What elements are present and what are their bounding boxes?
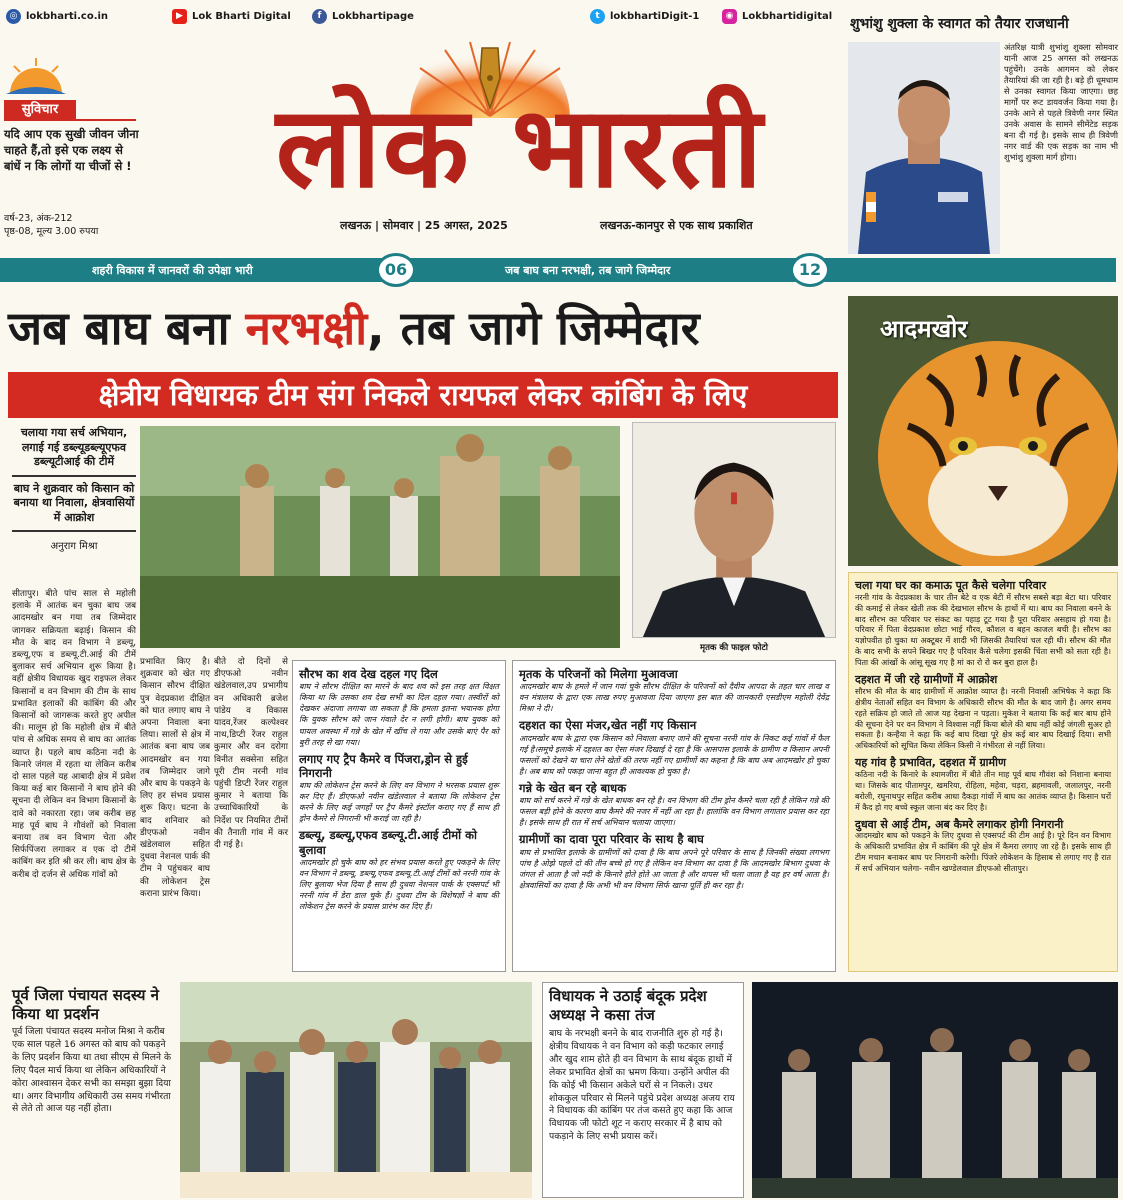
story-column-3: बीते दो दिनों से डीएफओ नवीन खंडेलवाल,उप प्रभागीय वन अधिकारी ब्रजेश पांडेय व विकास यादव,रेंजर कल्पेश्वर नाथ,डिप्टी रेंजर राहुल कुमार और वन दरोगा विनीत सक्सेना सहित पूरी टीम नरनी गांव पहुंची डिप्टी रेंजर राहुल कुमार ने बताया कि उच्चाधिकारियों के निर्देश पर नियमित टीमों की तैनाती गांव में कर दी गई है। (214, 657, 288, 851)
right-sidebar-box (512, 660, 836, 972)
astronaut-photo (848, 42, 1000, 254)
instagram-icon: ◉ (722, 9, 737, 24)
center-section-heading: लगाए गए ट्रैप कैमरे व पिंजरा,ड्रोन से हुई निगरानी (299, 751, 468, 780)
social-facebook-label: Lokbhartipage (332, 10, 414, 22)
mla-heading: विधायक ने उठाई बंदूक प्रदेश अध्यक्ष ने कसा तंज (549, 987, 707, 1024)
story-column-2: प्रभावित किए है। शुक्रवार को खेत गए किसान सौरभ दीक्षित पुत्र वेदप्रकाश दीक्षित को घात लगाए बाघ ने अपना निवाला बना लिया। सालों से क्षेत्र में आतंक बना बाघ जब आदमखोर बन गया तब जिम्मेदार जागे और बाघ के पकड़ने के लिए हर संभव प्रयास शुरू किए। घटना के बाद शनिवार को डीएफओ नवीन खंडेलवाल सहित दुधवा नेशनल पार्क की टीम ने पहुंचकर बाघ की लोकेशन ट्रेस कराना प्रारंभ किया। (140, 657, 210, 899)
byline: अनुराग मिश्रा (50, 541, 98, 553)
edition-line-2: पृष्ठ-08, मूल्य 3.00 रुपया (4, 226, 99, 238)
social-facebook[interactable] (312, 9, 414, 24)
social-twitter-label: lokbhartiDigit-1 (610, 10, 700, 22)
social-instagram-label: Lokbhartidigital (742, 10, 833, 22)
facebook-icon: f (312, 9, 327, 24)
combing-team-photo (140, 426, 620, 648)
deck-column (12, 426, 136, 552)
social-twitter[interactable] (590, 9, 699, 24)
center-sidebar-box (292, 660, 506, 972)
mla-text: बाघ के नरभक्षी बनने के बाद राजनीति शुरु हो गई है। क्षेत्रीय विधायक ने वन विभाग को कड़ी फटकार लगाई और खुद शाम होते ही वन विभाग के साथ बंदूक हाथों में लेकर प्रभावित क्षेत्रों का भ्रमण किया। उन्होंने अपील की कि कोई भी किसान अकेले घरों से न निकले। उधर शोककुल परिवार से मिलने पहुंचे प्रदेश अध्यक्ष अजय राय ने विधायक की कांबिंग पर तंज कसते हुए कहा कि आज विधायक जी फोटो शूट न कराए सरकार में है बाघ को पकड़ाने के लिए सभी प्रयास करें। (549, 1028, 735, 1143)
main-headline (8, 298, 838, 358)
sub-headline: क्षेत्रीय विधायक टीम संग निकले रायफल लेकर कांबिंग के लिए (8, 372, 838, 418)
right-section-text: आदमखोर बाघ के हमले में जान गवां चुके सौरभ दीक्षित के परिजनों को दैवीय आपदा के तहत चार लाख व वन मंत्रालय के द्वारा एक लाख रुपए मुआवजा दिया जाएगा इस बात की जानकारी एसडीएम महोली देवेंद्र मिश्रा ने दी। (519, 682, 829, 714)
top-right-text: अंतरिक्ष यात्री शुभांशु शुक्ला सोमवार यानी आज 25 अगस्त को लखनऊ पहुंचेंगे। उनके आगमन को लेकर तैयारियां की जा रही है। बड़े ही धूमधाम से उनका स्वागत किया जाएगा। छह मार्गों पर रूट डायवर्जन किया गया है। उनके आने से पहले त्रिवेणी नगर स्थित उनके अवास के सामने सीमेंटेड सड़क बना दी गई है। इसके साथ ही त्रिवेणी नगर वार्ड की एक सड़क का नाम भी शुभांशु शुक्ला मार्ग होगा। (1004, 42, 1118, 162)
main-headline-red: नरभक्षी (245, 301, 368, 355)
center-section-text: बाघ ने सौरभ दीक्षित का मारने के बाद शव को इस तरह क्षत विक्षत किया था कि उसका शव देख सभी का दिल दहल गया। तस्वीरों को देखकर अंदाजा लगाया जा सकता है कि हमला इतना भयानक होगा कि युवक सौरभ को जान गंवाते देर न लगी होगी। बाघ युवक को घायल अवस्था में गन्ने के खेत में खींच ले गया और उसके बाएं पैर को बुरी तरह से खा गया। (299, 682, 499, 747)
teaser-right-page[interactable]: 12 (790, 253, 830, 287)
masthead-date: 25 अगस्त, 2025 (424, 219, 508, 232)
edition-line-1: वर्ष-23, अंक-212 (4, 213, 73, 224)
mla-story-box (542, 982, 744, 1198)
yellow-section-heading: चला गया घर का कमाऊ पूत कैसे चलेगा परिवार (855, 579, 1047, 592)
family-sidebar-box (848, 572, 1118, 972)
yellow-section-heading: यह गांव है प्रभावित, दहशत में ग्रामीण (855, 756, 1006, 770)
center-section-text: बाघ की लोकेशन ट्रेस करने के लिए वन विभाग ने भरसक प्रयास शुरू कर दिए हैं। डीएफओ नवीन खंडेलवाल ने बताया कि लोकेशन ट्रेस करने के लिए कई जगहों पर ट्रैप कैमरे इंस्टॉल कराए गए हैं साथ ही ड्रोन कैमरे से निगरानी भी कराई जा रही है। (299, 781, 499, 824)
youtube-icon: ▶ (172, 9, 187, 24)
teaser-left-text[interactable]: शहरी विकास में जानवरों की उपेक्षा भारी (92, 264, 253, 277)
yellow-section-heading: दुधवा से आई टीम, अब कैमरे लगाकर होगी निगरानी (855, 817, 1064, 831)
social-youtube[interactable] (172, 9, 291, 24)
suvichar-text: यदि आप एक सुखी जीवन जीना चाहते हैं,तो इसे एक लक्ष्य से बांधें न कि लोगों या चीजों से ! (4, 127, 139, 174)
victim-photo (632, 422, 836, 638)
teaser-left-page[interactable]: 06 (376, 253, 416, 287)
center-section-text: आदमखोर हो चुके बाघ को हर संभव प्रयास करते हुए पकड़ने के लिए वन विभाग ने डब्ल्यू, डब्ल्यू,एफव डब्ल्यू.टी.आई टीमों को नरनी गांव के लिए बुलावा भेज दिया है साथ ही दुधवा नेशनल पार्क के एक्सपर्ट भी नरनी गांव में डेरा डाल चुके हैं। दुधवा टीम के विशेषज्ञों ने बाघ की लोकेशन ट्रेस करने के प्रयास प्रारंभ कर दिए हैं। (299, 858, 499, 912)
yellow-section-text: आदमखोर बाघ को पकड़ने के लिए दुधवा से एक्सपर्ट की टीम आई है। पूरे दिन वन विभाग के अधिकारी प्रभावित क्षेत्र में कांबिंग की पूरे क्षेत्र में कैमरा लगाए जा रहे है। इसके साथ ही टीम मचान बनाकर बाघ पर निगरानी करेगी। पिंजरे लोकेशन के हिसाब से लगाए गए है रात में सर्च अभियान चलेगा- नवीन खण्डेलवाल डीएफओ सीतापुर। (855, 831, 1111, 874)
protest-photo (180, 982, 532, 1198)
edition-info (4, 212, 144, 239)
masthead-title: लोक भारती (275, 82, 765, 213)
twitter-icon: t (590, 9, 605, 24)
right-section-text: बाघ से प्रभावित इलाके के ग्रामीणों को दावा है कि बाघ अपने पूरे परिवार के साथ है जिनकी संख्या लगभग पांच है ओझे पहले दो की तीन बच्चे हो गए है लेकिन वन विभाग का दावा है कि आदमखोर बिभाग दुधवा के जंगल से आता है जो नदी के किनारे होते होते आ जाता है और वापस भी चला जाता है यह हर वर्ष आता है। क्षेत्रवासियों का दावा है कि अभी भी वन विभाग सिर्फ खाना पूर्ति ही कर रहा है। (519, 847, 829, 890)
victim-caption: मृतक की फाइल फोटो (700, 643, 768, 653)
right-section-heading: ग्रामीणों का दावा पूरा परिवार के साथ है बाघ (519, 832, 704, 847)
deck-1: चलाया गया सर्च अभियान, लगाई गई डब्ल्यूडब्ल्यूएफव डब्ल्यूटीआई की टीमें (20, 426, 128, 469)
right-section-heading: मृतक के परिजनों को मिलेगा मुआवजा (519, 667, 678, 681)
teaser-right-text[interactable]: जब बाघ बना नरभक्षी, तब जागे जिम्मेदार (505, 264, 671, 277)
tiger-label: आदमखोर (880, 315, 968, 343)
right-section-text: बाघ को सर्च करने में गन्ने के खेत बाधक बन रहे है। वन विभाग की टीम ड्रोन कैमरे चला रही है लेकिन गन्ने की फसल बड़ी होने के कारण बाघ कैमरे की नजर में नहीं आ रहा है। हालांकि वन विभाग लगातार प्रयास कर रहा है। इसके साथ ही रात में सर्च अभियान चलाया जाएगा। (519, 796, 829, 828)
deck-divider (12, 530, 136, 532)
social-bar (0, 0, 840, 32)
suvichar-label: सुविचार (4, 100, 76, 120)
deck-divider (12, 475, 136, 477)
social-website-label: lokbharti.co.in (26, 10, 109, 22)
yellow-section-text: कठिना नदी के किनारे के श्यामजीरा में बीते तीन माह पूर्व बाघ गौवंश को निशाना बनाया था। जिसके बाद पीतामपुर, खमरिया, रोहिला, महेवा, चड़रा, ब्रहमावली, जलालपुर, नरनी बरोली, रघुनाथपुर सहित करीब आधा दैकड़ा गांवों में बाघ का आतंक व्याप्त है। किसान घरों में कैद हो गए बच्चे स्कूल जाना बंद कर दिए है। (855, 770, 1111, 812)
globe-icon: ◎ (6, 9, 21, 24)
yellow-section-text: सौरभ की मौत के बाद ग्रामीणों में आक्रोश व्याप्त है। नरनी निवासी अभिषेक ने कहा कि क्षेत्रीय नेताओं सहित वन विभाग के अधिकारी सौरभ की मौत के बाद जागे है। अगर समय रहते सक्रिय हो जाते तो आज यह देखना न पड़ता। मुकेश ने बताया कि कई बार बाघ होने की सूचना देने पर वन विभाग ने विश्वास नहीं किया बोले की बाघ नहीं कोई जंगली सुअर हो सकता है। कन्हैया ने कहा कि कई बाघ दिखा पूरे क्षेत्र कई बार बाघ दिखाई दिया। सभी अधिकारियों को सूचित किया लेकिन किसी ने गंभीरता से नहीं लिया। (855, 686, 1111, 751)
right-section-heading: दहशत का ऐसा मंजर,खेत नहीं गए किसान (519, 718, 697, 733)
masthead-day: सोमवार (382, 219, 414, 232)
protest-text: पूर्व जिला पंचायत सदस्य मनोज मिश्रा ने करीब एक साल पहले 16 अगस्त को बाघ को पकड़ने के लिए प्रदर्शन किया था तथा सीएम से मिलने के लिए पैदल मार्च किया था लेकिन अधिकारियों ने कोरा आश्वासन देकर सभी का समझा बुझा दिया था। अगर विभागीय अधिकारी उस समय गंभीरता से लेते तो आज यह नहीं होता। (12, 1026, 171, 1115)
yellow-section-text: नरनी गांव के वेदप्रकाश के चार तीन बेटे व एक बेटी में सौरभ सबसे बड़ा बेटा था। परिवार की कमाई से लेकर खेती तक की देखभाल सौरभ के हाथों में था। बाघ का निवाला बनने के बाद सौरभ का परिवार पर संकट का पहाड़ टूट गया है पूरा परिवार असहाय हो गया है। परिवार में पिता वेदप्रकाश छोटा भाई गौरव, कौशल व बहन काजल बची है। सौरभ का यज्ञोपवीत हो चुका था अक्टूबर में शादी भी जिसकी तैयारियां चल रही थी। सौरभ की मौत के बाद सभी के सपने बिखर गए है परिवार कैसे चलेगा इसकी चिंता सभी को सता रही है। पिता की आंखों के आंसू सूख गए है मां का रो रो कर बुरा हाल है। (855, 592, 1111, 668)
social-website[interactable] (6, 9, 108, 24)
right-section-heading: गन्ने के खेत बन रहे बाधक (519, 780, 627, 795)
night-patrol-photo (752, 982, 1118, 1198)
right-section-text: आदमखोर बाघ के द्वारा एक किसान को निवाला बनाए जाने की सूचना नरनी गांव के निकट कई गांवों में फैल गई है।समूचे इलाके में दहशत का ऐसा मंजर दिखाई दे रहा है कि आसपास इलाके के ग्रामीण व किसान अपनी फसलों को देखने या चारा लेने खेतों की तरफ नहीं गए ग्रामीणों का कहना है कि बाघ अब आदमखोर हो चुका है। अब बाघ को पकड़ा जाना बहुत ही आवश्यक हो चुका है। (519, 733, 829, 776)
social-instagram[interactable] (722, 9, 832, 24)
story-column-1: सीतापुर। बीते पांच साल से महोली इलाके में आतंक बन चुका बाघ जब आदमखोर बन गया तब जिम्मेदार जागकर सक्रियता बढ़ाई। किसान की मौत के बाद वन विभाग ने डब्ल्यू, डब्ल्यू,एफ व डब्ल्यू.टी.आई की टीमें बुलाकर सर्च अभियान शुरू किया है। वहीं क्षेत्रीय विधायक खुद राइफल लेकर किसानों व वन विभाग की टीम के साथ प्रभावित इलाकों की कांबिंग की और किसानों को जागरूक करते हुए अपील की। मालूम हो कि महोली क्षेत्र में बीते पांच से अधिक समय से बाघ का आतंक व्याप्त है। पहले बाघ कठिना नदी के किनारे जंगल में रहता था लेकिन करीब दो साल पहले यह आबादी क्षेत्र में प्रवेश किया कई बार किसानों ने बाघ होने की सूचना दी लेकिन वन विभाग किसानों के दावे को नकारता रहा। जब करीब छह माह पूर्व बाघ ने गौवंशों को निवाला बनाया तब वन विभाग चेता और सिर्फपिंजरा लगाकर व एक दो टीमें कांबिंग कर इति श्री कर ली। बाघ क्षेत्र के करीब दो दर्जन से अधिक गांवों को (12, 589, 136, 880)
protest-story (12, 986, 172, 1116)
main-headline-part1: जब बाघ बना (8, 301, 246, 355)
masthead-dateline: लखनऊ | सोमवार | 25 अगस्त, 2025 (340, 219, 508, 232)
center-section-heading: सौरभ का शव देख दहल गए दिल (299, 667, 438, 681)
suvichar-rule (4, 119, 136, 121)
top-right-headline: शुभांशु शुक्ला के स्वागत को तैयार राजधानी (850, 16, 1069, 32)
masthead-tagline: लखनऊ-कानपुर से एक साथ प्रकाशित (600, 219, 753, 232)
masthead-city: लखनऊ (340, 219, 372, 232)
main-headline-part2: , तब जागे जिम्मेदार (367, 301, 700, 355)
deck-2: बाघ ने शुक्रवार को किसान को बनाया था निवाला, क्षेत्रवासियों में आक्रोश (13, 481, 135, 524)
yellow-section-heading: दहशत में जी रहे ग्रामीणों में आक्रोश (855, 673, 998, 687)
social-youtube-label: Lok Bharti Digital (192, 10, 291, 22)
center-section-heading: डब्ल्यू, डब्ल्यू,एफव डब्ल्यू.टी.आई टीमों को बुलावा (299, 828, 477, 857)
sun-logo-icon (6, 56, 66, 96)
protest-heading: पूर्व जिला पंचायत सदस्य ने किया था प्रदर्शन (12, 986, 159, 1023)
